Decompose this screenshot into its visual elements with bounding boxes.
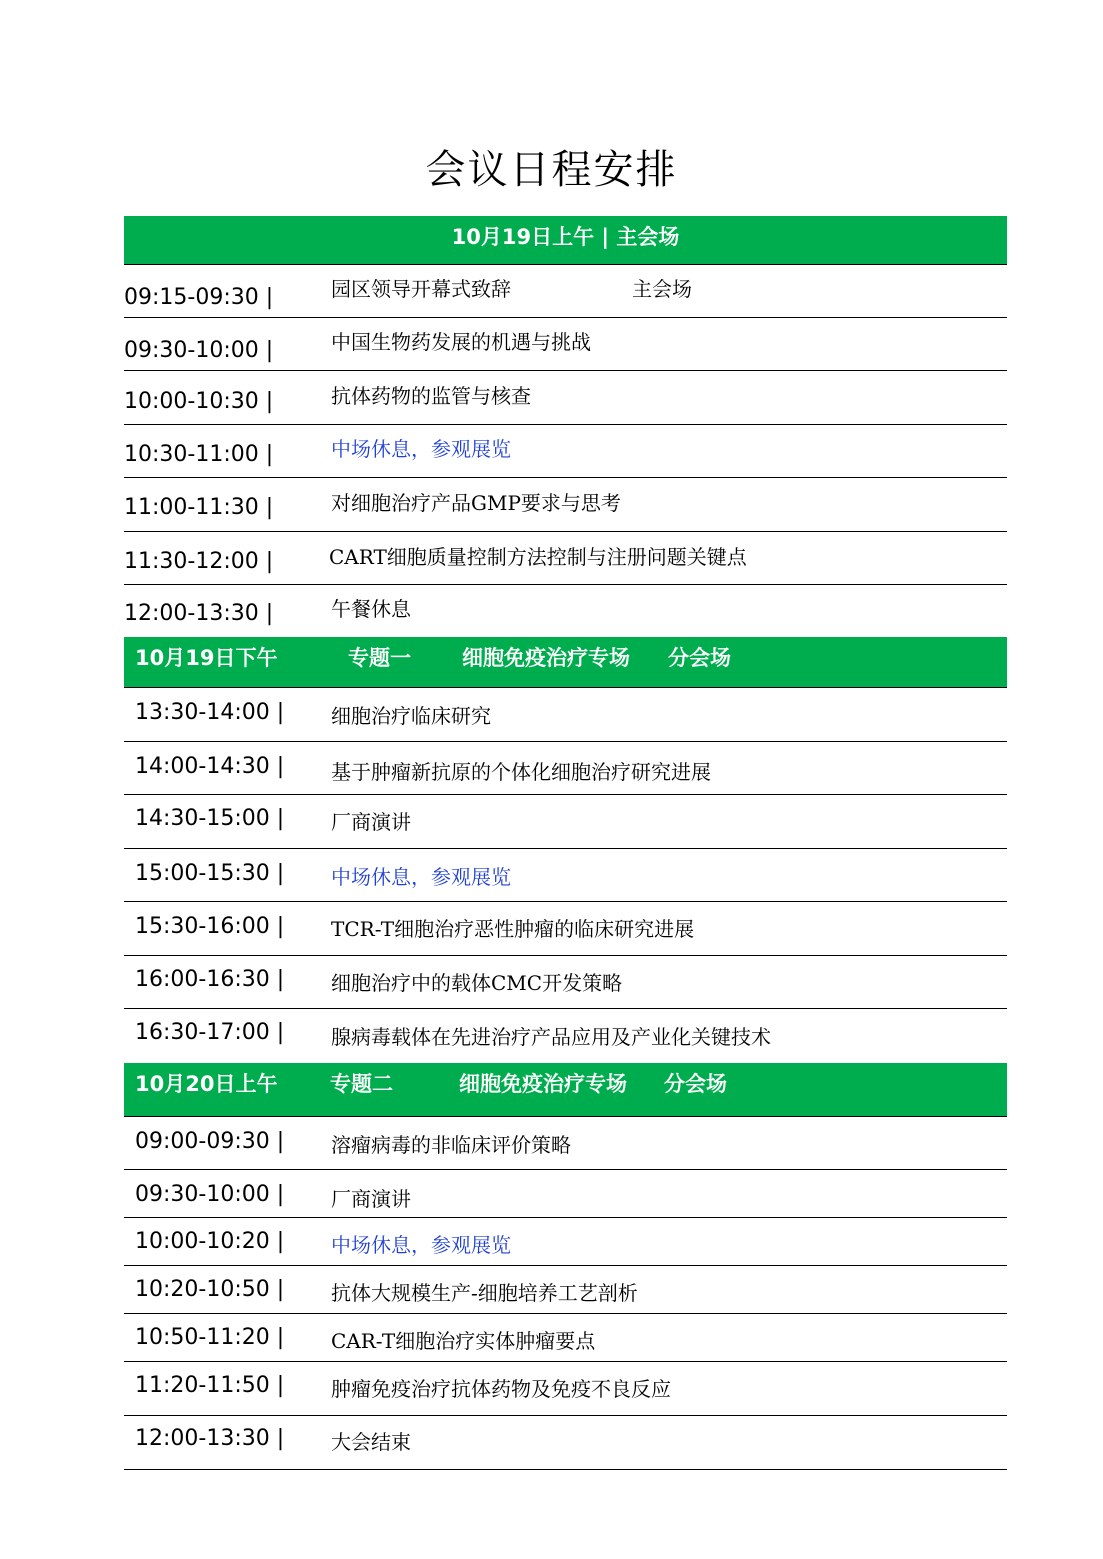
section-header-name: 细胞免疫治疗专场 [462,646,630,670]
time-slot: 16:30-17:00 | [135,1020,285,1045]
time-slot: 11:30-12:00 | [124,549,274,574]
session-topic: 基于肿瘤新抗原的个体化细胞治疗研究进展 [331,760,711,784]
section-header-topic: 专题二 [330,1072,393,1096]
time-slot: 12:00-13:30 | [124,601,274,626]
time-slot: 14:30-15:00 | [135,806,285,831]
session-topic: 对细胞治疗产品GMP要求与思考 [331,491,621,515]
session-topic: 细胞治疗中的载体CMC开发策略 [331,971,623,995]
session-topic: 厂商演讲 [331,810,411,834]
table-row [124,425,1007,478]
time-slot: 10:00-10:20 | [135,1229,285,1254]
section-header-venue: 分会场 [668,646,731,670]
table-row [124,1009,1007,1063]
session-venue: 主会场 [632,277,692,301]
section-header-morning-topic-2 [124,1063,1007,1117]
time-slot: 12:00-13:30 | [135,1426,285,1451]
table-row [124,902,1007,956]
section-header-label: 10月19日上午 | 主会场 [451,225,680,249]
session-topic: 中国生物药发展的机遇与挑战 [331,330,591,354]
time-slot: 10:30-11:00 | [124,442,274,467]
session-topic-break: 中场休息，参观展览 [331,865,511,889]
table-row [124,1117,1007,1170]
table-row [124,478,1007,532]
section-header-date: 10月20日上午 [135,1072,278,1096]
time-slot: 10:20-10:50 | [135,1277,285,1302]
table-row [124,1170,1007,1218]
table-row [124,742,1007,795]
table-row [124,1266,1007,1314]
table-row [124,849,1007,902]
time-slot: 13:30-14:00 | [135,700,285,725]
session-topic: CAR-T细胞治疗实体肿瘤要点 [331,1329,596,1353]
session-topic: 肿瘤免疫治疗抗体药物及免疫不良反应 [331,1377,671,1401]
session-topic: 细胞治疗临床研究 [331,704,491,728]
table-row [124,371,1007,425]
section-header-afternoon-topic-1 [124,637,1007,688]
session-topic: 大会结束 [331,1430,411,1454]
table-row [124,318,1007,371]
session-topic: 园区领导开幕式致辞 [331,277,511,301]
section-header-name: 细胞免疫治疗专场 [459,1072,627,1096]
section-header-venue: 分会场 [664,1072,727,1096]
session-topic: 午餐休息 [331,597,411,621]
table-row [124,1362,1007,1416]
time-slot: 09:30-10:00 | [124,338,274,363]
session-topic: CART细胞质量控制方法控制与注册问题关键点 [329,545,747,569]
table-row [124,688,1007,742]
table-row [124,1416,1007,1470]
time-slot: 16:00-16:30 | [135,967,285,992]
session-topic: 抗体大规模生产-细胞培养工艺剖析 [331,1281,638,1305]
time-slot: 10:00-10:30 | [124,389,274,414]
session-topic: 腺病毒载体在先进治疗产品应用及产业化关键技术 [331,1025,771,1049]
time-slot: 09:00-09:30 | [135,1129,285,1154]
page-title: 会议日程安排 [425,147,678,193]
table-row [124,1314,1007,1362]
time-slot: 11:20-11:50 | [135,1373,285,1398]
session-topic: 抗体药物的监管与核查 [331,384,531,408]
session-topic-break: 中场休息，参观展览 [331,1233,511,1257]
time-slot: 15:00-15:30 | [135,861,285,886]
session-topic-break: 中场休息，参观展览 [331,437,511,461]
session-topic: 溶瘤病毒的非临床评价策略 [331,1133,571,1157]
schedule-table [124,216,1007,1470]
time-slot: 09:15-09:30 | [124,285,274,310]
time-slot: 15:30-16:00 | [135,914,285,939]
table-row [124,265,1007,318]
section-header-morning-main [124,216,1007,265]
time-slot: 10:50-11:20 | [135,1325,285,1350]
time-slot: 09:30-10:00 | [135,1182,285,1207]
table-row [124,795,1007,849]
table-row [124,956,1007,1009]
session-topic: 厂商演讲 [331,1187,411,1211]
table-row [124,532,1007,585]
time-slot: 11:00-11:30 | [124,495,274,520]
table-row [124,1218,1007,1266]
time-slot: 14:00-14:30 | [135,754,285,779]
session-topic: TCR-T细胞治疗恶性肿瘤的临床研究进展 [331,917,695,941]
section-header-date: 10月19日下午 [135,646,278,670]
table-row [124,585,1007,637]
section-header-topic: 专题一 [348,646,411,670]
